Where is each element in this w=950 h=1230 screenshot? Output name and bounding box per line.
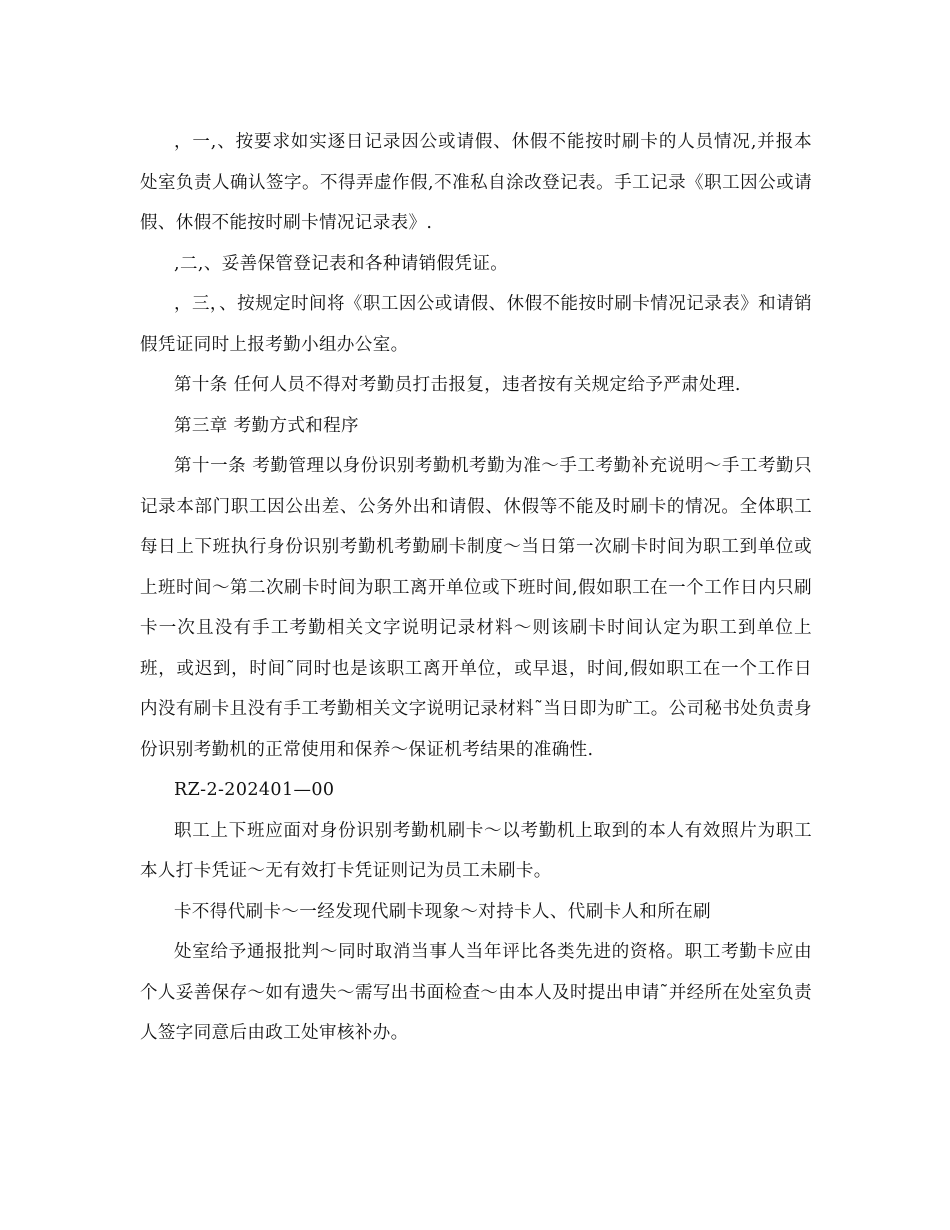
- clause-item-2: ,二,、妥善保管登记表和各种请销假凭证。: [174, 253, 509, 274]
- clause-item-3: ，三，、按规定时间将《职工因公或请假、休假不能按时刷卡情况记录表》和请销假凭证同时上报考勤小组办公室。: [140, 294, 812, 355]
- document-code: RZ-2-202401—00: [174, 780, 335, 800]
- article-10: 第十条 任何人员不得对考勤员打击报复，违者按有关规定给予严肃处理.: [174, 375, 741, 395]
- paragraph-card-swipe: 职工上下班应面对身份识别考勤机刷卡～以考勤机上取到的本人有效照片为职工本人打卡凭证～无有效打卡凭证则记为员工未刷卡。: [140, 820, 812, 881]
- clause-item-1: ，一,、按要求如实逐日记录因公或请假、休假不能按时刷卡的人员情况,并报本处室负责人确认签字。不得弄虚作假,不准私自涂改登记表。手工记录《职工因公或请假、休假不能按时刷卡情况记录表》.: [140, 132, 812, 233]
- chapter-heading: 第三章 考勤方式和程序: [174, 415, 359, 436]
- article-11: 第十一条 考勤管理以身份识别考勤机考勤为准～手工考勤补充说明～手工考勤只记录本部门职工因公出差、公务外出和请假、休假等不能及时刷卡的情况。全体职工每日上下班执行身份识别考勤机考勤刷卡制度～当日第一次刷卡时间为职工到单位或上班时间～第二次刷卡时间为职工离开单位或下班时间,假如职工在一个工作日内只刷卡一次且没有手工考勤相关文字说明记录材料～则该刷卡时间认定为职工到单位上班，或迟到，时间˜同时也是该职工离开单位，或早退，时间,假如职工在一个工作日内没有刷卡且没有手工考勤相关文字说明记录材料˜当日即为旷工。公司秘书处负责身份识别考勤机的正常使用和保养～保证机考结果的准确性.: [140, 456, 812, 760]
- paragraph-no-proxy: 卡不得代刷卡～一经发现代刷卡现象～对持卡人、代刷卡人和所在刷: [174, 901, 711, 922]
- document-body: [140, 122, 812, 1054]
- paragraph-penalty: 处室给予通报批判～同时取消当事人当年评比各类先进的资格。职工考勤卡应由个人妥善保存～如有遗失～需写出书面检查～由本人及时提出申请˜并经所在处室负责人签字同意后由政工处审核补办。: [140, 942, 812, 1043]
